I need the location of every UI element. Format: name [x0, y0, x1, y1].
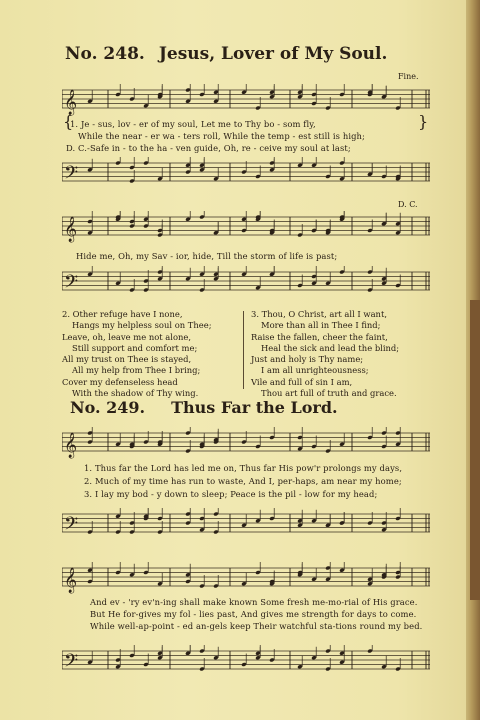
hymn-248-number: No. 248. [65, 44, 145, 64]
stanza-line: Thou art full of truth and grace. [261, 388, 397, 399]
svg-text:𝄞: 𝄞 [64, 90, 78, 115]
hymn-249-lyric-line-6: While well-ap-point - ed an-gels keep Their watchful sta-tions round my bed. [90, 621, 423, 631]
hymn-248-lyric-line-2: While the near - er wa - ters roll, While the temp - est still is high; [78, 131, 365, 141]
hymn-249-title: Thus Far the Lord. [171, 398, 338, 417]
hymn-248-stanza-2 [62, 309, 212, 399]
stanza-line: Vile and full of sin I am, [251, 376, 353, 387]
stanza-line: All my trust on Thee is stayed, [62, 354, 192, 365]
svg-text:𝄢: 𝄢 [64, 651, 79, 676]
stanza-line: I am all unrighteousness; [261, 365, 369, 376]
svg-text:𝄢: 𝄢 [64, 163, 79, 188]
stanza-line: Raise the fallen, cheer the faint, [251, 331, 388, 342]
verse-brace-left: { [63, 112, 74, 131]
hymn-249-lyric-line-3: 3. I lay my bod - y down to sleep; Peace is the pil - low for my head; [84, 489, 378, 499]
hymn-249-lyric-line-5: But He for-gives my fol - lies past, And gives me strength for days to come. [90, 609, 417, 619]
hymn-248-treble-staff-2 [62, 211, 430, 243]
fine-marker: Fine. [398, 72, 419, 81]
hymn-248-lyric-line-3: D. C.-Safe in - to the ha - ven guide, Oh, re - ceive my soul at last; [66, 143, 351, 153]
hymn-249-bass-staff-1 [62, 508, 430, 540]
svg-text:𝄢: 𝄢 [64, 514, 79, 539]
hymn-248-treble-staff-1 [62, 84, 430, 116]
stanza-line: Cover my defenseless head [62, 376, 178, 387]
hymn-248-stanza-3 [251, 309, 399, 399]
stanza-divider [243, 311, 244, 389]
hymn-249-lyric-line-1: 1. Thus far the Lord has led me on, Thus far His pow'r prolongs my days, [84, 463, 403, 473]
hymn-248-bass-staff-2 [62, 266, 430, 298]
stanza-line: More than all in Thee I find; [261, 320, 381, 331]
svg-text:𝄞: 𝄞 [64, 433, 78, 458]
hymn-249-lyric-line-2: 2. Much of my time has run to waste, And I, per-haps, am near my home; [84, 476, 402, 486]
hymn-248-lyric-line-1: 1. Je - sus, lov - er of my soul, Let me to Thy bo - som fly, [70, 119, 316, 129]
hymn-249-bass-staff-2 [62, 645, 430, 677]
hymn-248-bass-staff-1 [62, 157, 430, 189]
hymn-249-treble-staff-1 [62, 427, 430, 459]
hymn-249-heading [70, 398, 338, 417]
hymn-249-number: No. 249. [70, 398, 146, 417]
stanza-line: Still support and comfort me; [72, 342, 198, 353]
hymn-248-title: Jesus, Lover of My Soul. [158, 44, 388, 64]
svg-text:𝄞: 𝄞 [64, 217, 78, 242]
hymn-249-lyric-line-4: And ev - 'ry ev'n-ing shall make known Some fresh me-mo-rial of His grace. [90, 597, 418, 607]
stanza-line: All my help from Thee I bring; [72, 365, 201, 376]
stanza-line: Heal the sick and lead the blind; [261, 342, 400, 353]
hymn-248-refrain-lyric: Hide me, Oh, my Sav - ior, hide, Till the storm of life is past; [76, 251, 338, 261]
stanza-line: Leave, oh, leave me not alone, [62, 331, 192, 342]
hymn-248-heading [65, 44, 387, 64]
stanza-line: 2. Other refuge have I none, [62, 309, 183, 319]
svg-text:𝄞: 𝄞 [64, 568, 78, 593]
verse-brace-right: } [418, 112, 429, 131]
dc-marker: D. C. [398, 200, 418, 209]
hymn-249-treble-staff-2 [62, 562, 430, 594]
book-spine-strip [470, 300, 480, 600]
stanza-line: Hangs my helpless soul on Thee; [72, 320, 212, 331]
stanza-line: Just and holy is Thy name; [251, 354, 364, 365]
stanza-line: With the shadow of Thy wing. [72, 388, 199, 399]
svg-text:𝄢: 𝄢 [64, 272, 79, 297]
stanza-line: 3. Thou, O Christ, art all I want, [251, 309, 387, 319]
